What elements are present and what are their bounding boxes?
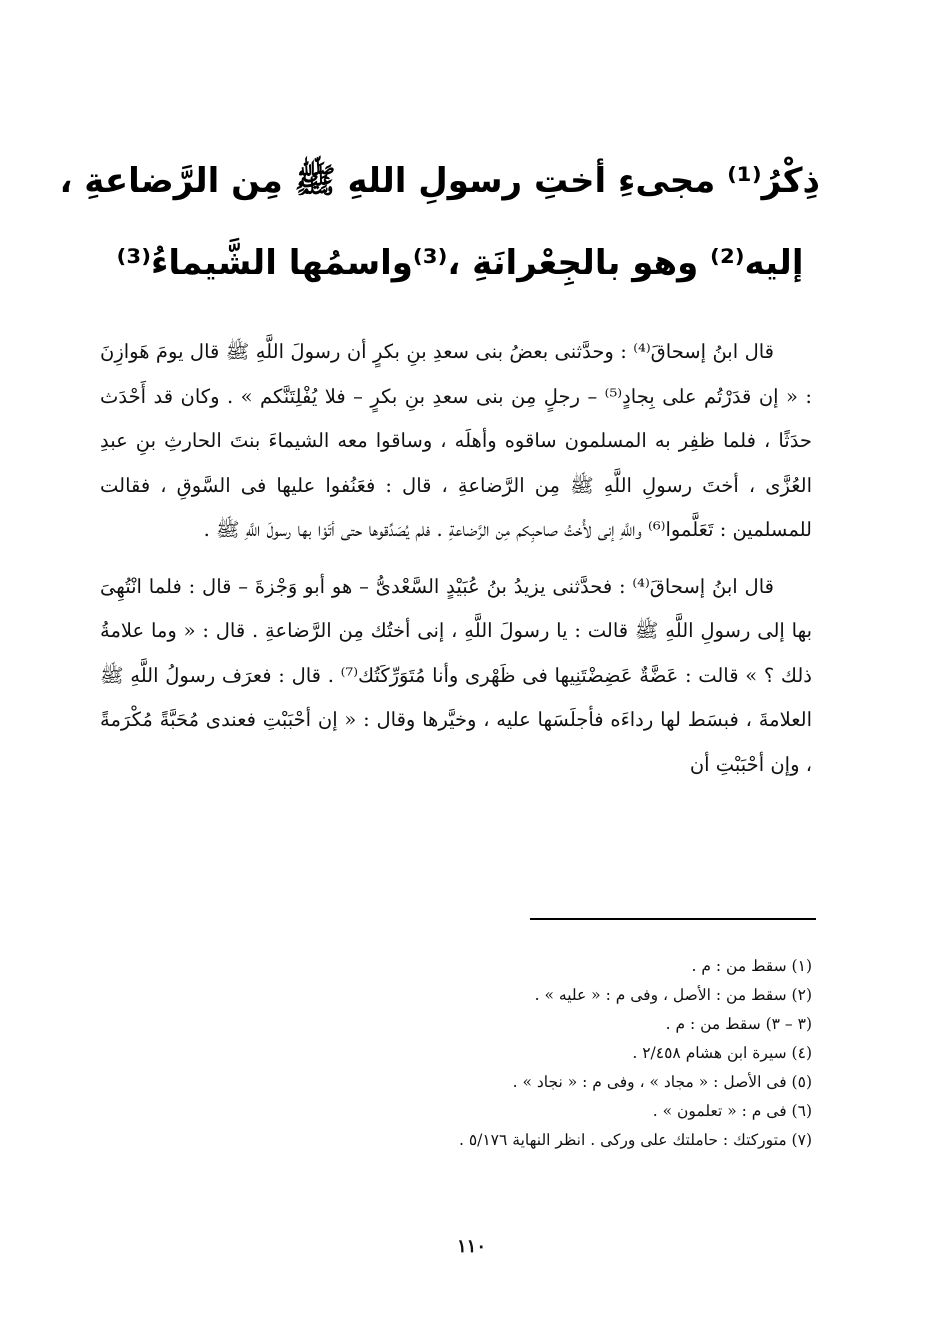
paragraph-1: قال ابنُ إسحاقَ⁽⁴⁾ : وحدَّثنى بعضُ بنى سعدِ بنِ بكرٍ أن رسولَ اللَّهِ ﷺ قال يومَ هَوازِنَ : « إن قدَرْتُم على بِجادٍ⁽⁵⁾ – رجلٍ مِن بنى سعدِ بنِ بكرٍ – فلا يُفْلِتَنَّكم » . وكان قد أَحْدَث حدَثًا ، فلما ظفِر به المسلمون ساقوه وأهلَه ، وساقوا معه الشيماءَ بنتَ الحارثِ بنِ عبدِ العُزَّى ، أختَ رسولِ اللَّهِ ﷺ مِن الرَّضاعةِ ، قال : فعَنُفوا عليها فى السَّوقِ ، فقالت للمسلمين : تَعَلَّموا⁽⁶⁾ واللَّهِ إنى لأُختُ صاحبِكم مِن الرَّضاعةِ . فلم يُصَدِّقوها حتى أتَوْا بها رسولَ اللَّهِ ﷺ . bbox=[100, 340, 812, 541]
footnote-3: (٣ – ٣) سقط من : م . bbox=[665, 1015, 812, 1033]
heading-line-1: ذِكْرُ⁽¹⁾ مجىءِ أختِ رسولِ اللهِ ﷺ مِن الرَّضاعةِ ، bbox=[59, 161, 820, 201]
paragraph-2: قال ابنُ إسحاقَ⁽⁴⁾ : فحدَّثنى يزيدُ بنُ عُبَيْدٍ السَّعْدىُّ – هو أبو وَجْزةَ – قال : فلما انْتُهِىَ بها إلى رسولِ اللَّهِ ﷺ قالت : يا رسولَ اللَّهِ ، إنى أختُك مِن الرَّضاعةِ . قال : « وما علامةُ ذلك ؟ » قالت : عَضَّةٌ عَضِضْتَنِيها فى ظَهْرى وأنا مُتَوَرِّكَتُك⁽⁷⁾ . قال : فعرَف رسولُ اللَّهِ ﷺ العلامةَ ، فبسَط لها رداءَه فأجلَسَها عليه ، وخيَّرها وقال : « إن أحْبَبْتِ فعندى مُحَبَّةً مُكْرَمةً ، وإن أحْبَبْتِ أن bbox=[100, 574, 812, 776]
footnote-6: (٦) فى م : « تعلمون » . bbox=[652, 1102, 812, 1120]
footnote-5: (٥) فى الأصل : « مجاد » ، وفى م : « نجاد » . bbox=[512, 1073, 812, 1091]
heading-line-2: إليه⁽²⁾ وهو بالجِعْرانَةِ ،⁽³⁾واسمُها الشَّيماءُ⁽³⁾ bbox=[116, 243, 804, 283]
body-text bbox=[100, 330, 812, 787]
footnote-4: (٤) سيرة ابن هشام ٢/٤٥٨ . bbox=[632, 1044, 812, 1062]
footnote-1: (١) سقط من : م . bbox=[691, 957, 812, 975]
page-number: ١١٠ bbox=[456, 1236, 486, 1257]
footnote-2: (٢) سقط من : الأصل ، وفى م : « عليه » . bbox=[534, 986, 812, 1004]
footnotes bbox=[100, 952, 812, 1155]
footnote-7: (٧) متوركتك : حاملتك على وركى . انظر النهاية ٥/١٧٦ . bbox=[458, 1131, 812, 1149]
chapter-heading bbox=[59, 140, 820, 304]
footnote-separator bbox=[530, 918, 816, 920]
